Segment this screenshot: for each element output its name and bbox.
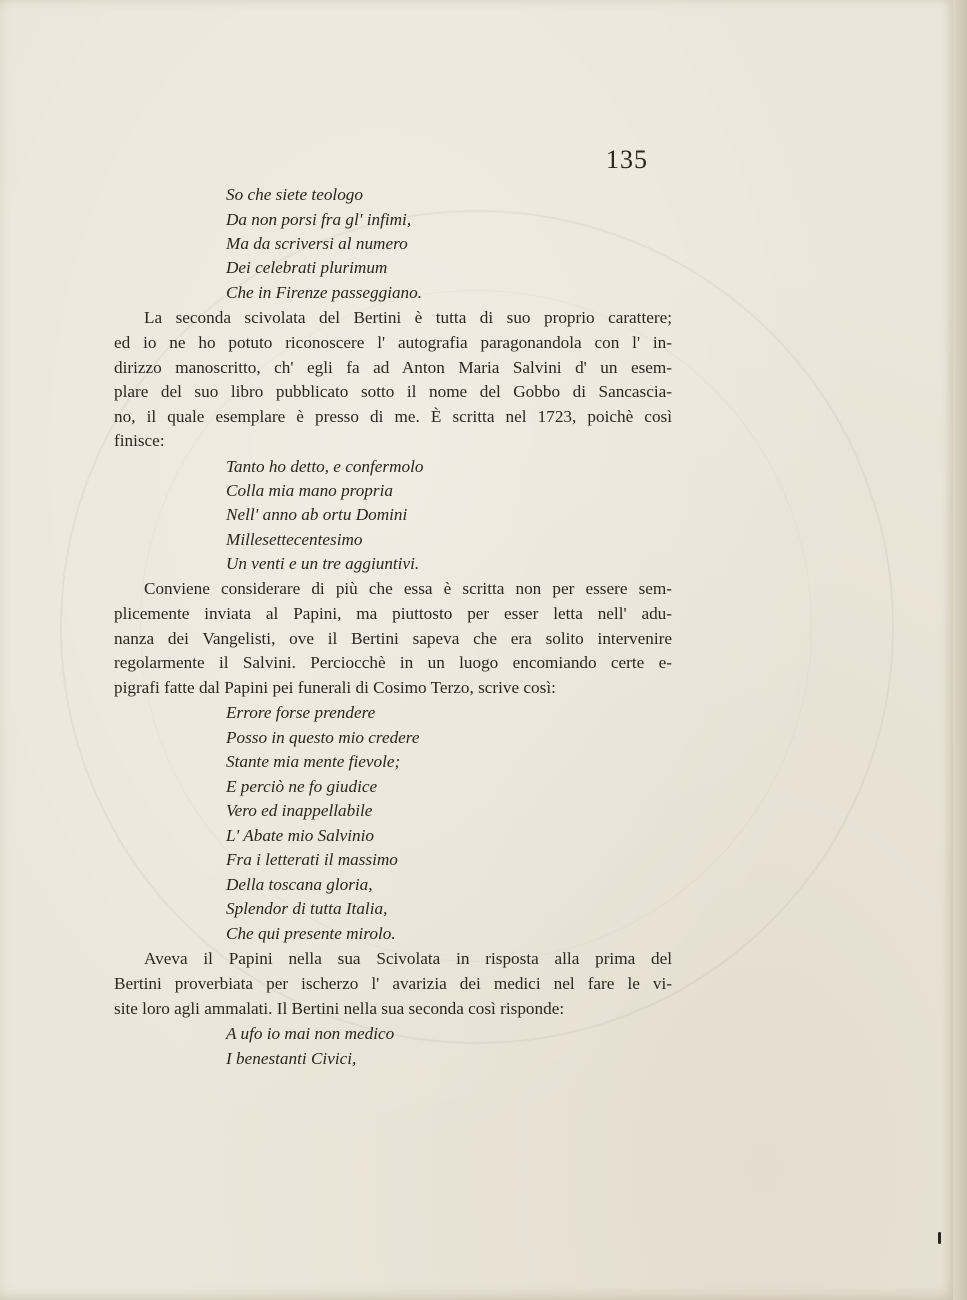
verse-line: Stante mia mente fievole; bbox=[226, 752, 401, 771]
verse-line: Nell' anno ab ortu Domini bbox=[226, 505, 408, 524]
paragraph-line: pigrafi fatte dal Papini pei funerali di Cosimo Terzo, scrive così: bbox=[114, 678, 556, 697]
paragraph-line: site loro agli ammalati. Il Bertini nella sua seconda così risponde: bbox=[114, 999, 565, 1018]
paragraph-line: Aveva il Papini nella sua Scivolata in risposta alla prima del bbox=[144, 949, 672, 968]
verse-line: A ufo io mai non medico bbox=[226, 1024, 395, 1043]
paragraph-line: Bertini proverbiata per ischerzo l' avarizia dei medici nel fare le vi- bbox=[114, 974, 672, 993]
verse-line: Ma da scriversi al numero bbox=[226, 234, 408, 253]
verse-line: Errore forse prendere bbox=[226, 703, 376, 722]
verse-line: Della toscana gloria, bbox=[226, 875, 373, 894]
paragraph-line: dirizzo manoscritto, ch' egli fa ad Anton Maria Salvini d' un esem- bbox=[114, 358, 672, 377]
edge-ink-mark bbox=[938, 1232, 941, 1244]
verse-line: So che siete teologo bbox=[226, 185, 363, 204]
verse-line: Vero ed inappellabile bbox=[226, 801, 373, 820]
paragraph-line: regolarmente il Salvini. Perciocchè in un luogo encomiando certe e- bbox=[114, 653, 672, 672]
verse-line: Che in Firenze passeggiano. bbox=[226, 283, 423, 302]
verse-line: E perciò ne fo giudice bbox=[226, 777, 378, 796]
verse-line: Colla mia mano propria bbox=[226, 481, 393, 500]
verse-line: Millesettecentesimo bbox=[226, 530, 363, 549]
verse-line: Che qui presente mirolo. bbox=[226, 924, 396, 943]
verse-line: Dei celebrati plurimum bbox=[226, 258, 388, 277]
verse-line: Tanto ho detto, e confermolo bbox=[226, 457, 424, 476]
verse-line: Posso in questo mio credere bbox=[226, 728, 420, 747]
paragraph-line: plicemente inviata al Papini, ma piuttosto per esser letta nell' adu- bbox=[114, 604, 672, 623]
verse-line: Da non porsi fra gl' infimi, bbox=[226, 210, 412, 229]
verse-line: Splendor di tutta Italia, bbox=[226, 899, 388, 918]
paragraph-line: plare del suo libro pubblicato sotto il nome del Gobbo di Sancascia- bbox=[114, 382, 672, 401]
paragraph-line: finisce: bbox=[114, 431, 165, 450]
paragraph-line: Conviene considerare di più che essa è scritta non per essere sem- bbox=[144, 579, 672, 598]
verse-line: Un venti e un tre aggiuntivi. bbox=[226, 554, 420, 573]
paragraph-line: nanza dei Vangelisti, ove il Bertini sapeva che era solito intervenire bbox=[114, 629, 672, 648]
verse-line: Fra i letterati il massimo bbox=[226, 850, 398, 869]
verse-line: I benestanti Civici, bbox=[226, 1049, 357, 1068]
verse-line: L' Abate mio Salvinio bbox=[226, 826, 375, 845]
page-number: 135 bbox=[606, 145, 648, 174]
paragraph-line: no, il quale esemplare è presso di me. È scritta nel 1723, poichè così bbox=[114, 407, 672, 426]
page-edge bbox=[953, 0, 967, 1300]
paragraph-line: La seconda scivolata del Bertini è tutta di suo proprio carattere; bbox=[144, 308, 672, 327]
paragraph-line: ed io ne ho potuto riconoscere l' autografia paragonandola con l' in- bbox=[114, 333, 672, 352]
